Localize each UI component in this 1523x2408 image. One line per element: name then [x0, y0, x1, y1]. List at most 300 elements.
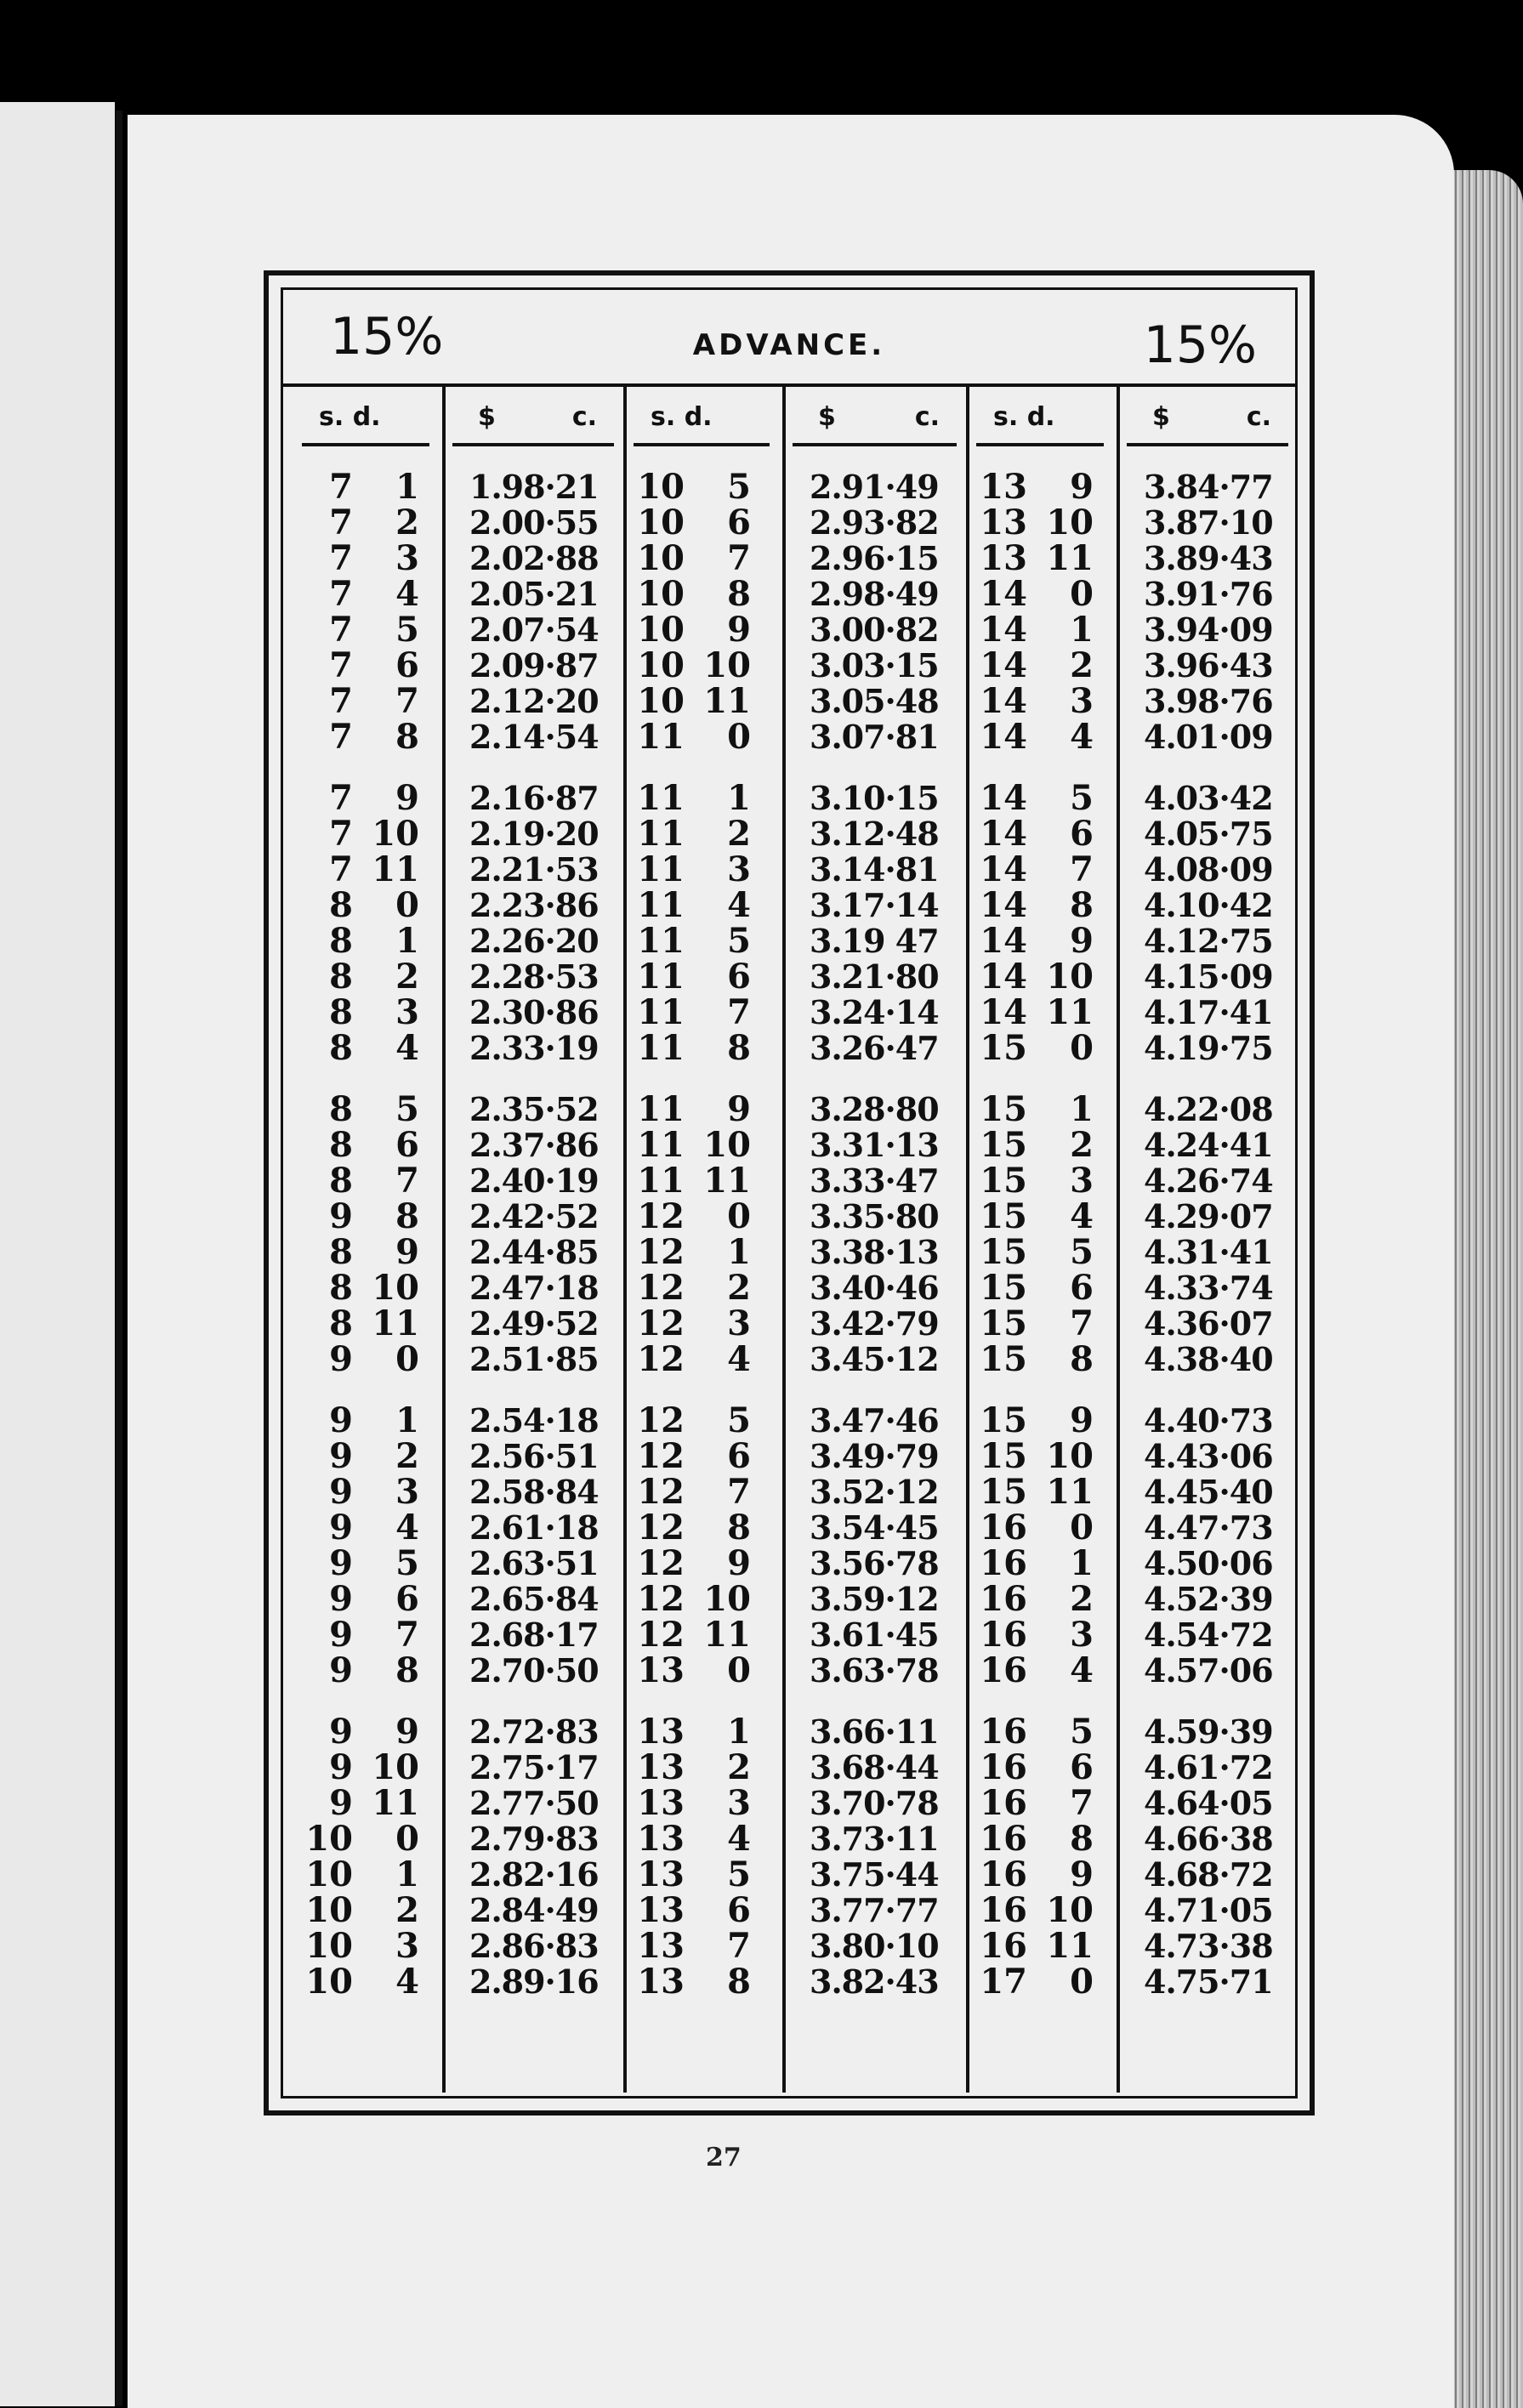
col-header-cents-label: c.	[571, 402, 597, 432]
table-cell-dollars: 2.02·88	[469, 539, 599, 577]
table-cell-shillings: 8	[329, 1125, 353, 1165]
table-cell-pence: 2	[727, 814, 751, 854]
table-cell-pence: 9	[1070, 1854, 1094, 1894]
table-cell-pence: 5	[1070, 1712, 1094, 1752]
col-header-sd-2	[634, 390, 770, 446]
table-cell-dollars: 4.10·42	[1144, 886, 1273, 924]
table-cell-dollars: 2.14·54	[469, 718, 599, 756]
table-cell-dollars: 2.05·21	[469, 575, 599, 613]
table-cell-dollars: 2.70·50	[469, 1651, 599, 1690]
table-cell-pence: 3	[395, 1472, 419, 1512]
table-cell-shillings: 9	[329, 1400, 353, 1440]
table-cell-pence: 8	[727, 1508, 751, 1548]
table-cell-pence: 0	[1070, 1508, 1094, 1548]
table-cell-pence: 1	[1070, 1543, 1094, 1583]
col-header-sd-label: s. d.	[319, 402, 381, 432]
table-cell-shillings: 13	[637, 1747, 685, 1787]
table-cell-shillings: 15	[980, 1028, 1027, 1068]
table-cell-shillings: 10	[637, 538, 685, 578]
table-cell-shillings: 11	[637, 957, 685, 997]
table-cell-dollars: 3.87·10	[1144, 503, 1273, 542]
table-cell-shillings: 15	[980, 1161, 1027, 1201]
table-cell-shillings: 14	[980, 645, 1027, 685]
table-cell-dollars: 2.68·17	[469, 1616, 599, 1654]
table-cell-pence: 1	[727, 1712, 751, 1752]
group-rule	[623, 383, 627, 2093]
table-cell-dollars: 1.98·21	[469, 468, 599, 506]
table-cell-dollars: 2.40·19	[469, 1161, 599, 1200]
table-cell-shillings: 8	[329, 957, 353, 997]
table-cell-dollars: 4.45·40	[1144, 1473, 1273, 1511]
table-cell-dollars: 3.28·80	[810, 1090, 939, 1128]
table-cell-shillings: 10	[637, 467, 685, 507]
table-cell-shillings: 10	[305, 1962, 353, 2002]
table-cell-shillings: 9	[329, 1783, 353, 1823]
table-cell-dollars: 3.21·80	[810, 957, 939, 996]
table-cell-dollars: 4.33·74	[1144, 1269, 1273, 1307]
table-cell-pence: 10	[1046, 1890, 1094, 1930]
col-header-dollar-1	[452, 390, 614, 446]
table-cell-pence: 1	[727, 1232, 751, 1272]
table-cell-shillings: 12	[637, 1400, 685, 1440]
table-cell-dollars: 2.96·15	[810, 539, 939, 577]
col-header-dollar-2	[793, 390, 957, 446]
table-cell-shillings: 16	[980, 1650, 1027, 1690]
table-cell-shillings: 14	[980, 610, 1027, 650]
table-cell-pence: 7	[395, 681, 419, 721]
table-cell-shillings: 12	[637, 1196, 685, 1236]
table-cell-shillings: 8	[329, 1089, 353, 1129]
table-cell-pence: 3	[727, 849, 751, 889]
table-cell-pence: 4	[395, 574, 419, 614]
table-cell-shillings: 15	[980, 1472, 1027, 1512]
table-cell-pence: 10	[1046, 957, 1094, 997]
table-cell-shillings: 16	[980, 1890, 1027, 1930]
table-cell-pence: 7	[395, 1615, 419, 1655]
table-cell-dollars: 3.26·47	[810, 1029, 939, 1067]
table-cell-pence: 6	[395, 1579, 419, 1619]
table-cell-pence: 10	[703, 645, 751, 685]
table-cell-dollars: 3.73·11	[810, 1820, 939, 1858]
table-cell-dollars: 3.96·43	[1144, 646, 1273, 684]
table-cell-shillings: 8	[329, 1028, 353, 1068]
table-cell-pence: 7	[1070, 849, 1094, 889]
table-cell-shillings: 13	[637, 1926, 685, 1966]
table-cell-shillings: 14	[980, 957, 1027, 997]
col-header-sd-1	[302, 390, 429, 446]
table-cell-pence: 4	[1070, 717, 1094, 757]
table-cell-pence: 6	[727, 503, 751, 542]
table-cell-dollars: 4.71·05	[1144, 1891, 1273, 1929]
table-cell-shillings: 12	[637, 1436, 685, 1476]
table-cell-shillings: 13	[637, 1854, 685, 1894]
table-cell-dollars: 2.47·18	[469, 1269, 599, 1307]
table-cell-shillings: 7	[329, 681, 353, 721]
table-cell-pence: 9	[1070, 1400, 1094, 1440]
table-cell-pence: 4	[1070, 1650, 1094, 1690]
table-cell-shillings: 16	[980, 1579, 1027, 1619]
table-cell-shillings: 8	[329, 1232, 353, 1272]
table-cell-dollars: 3.82·43	[810, 1962, 939, 2001]
table-cell-shillings: 14	[980, 574, 1027, 614]
table-cell-dollars: 3.19 47	[810, 922, 939, 960]
table-cell-pence: 9	[1070, 467, 1094, 507]
table-cell-dollars: 2.98·49	[810, 575, 939, 613]
table-cell-shillings: 10	[305, 1854, 353, 1894]
table-cell-dollars: 4.36·07	[1144, 1304, 1273, 1343]
table-cell-dollars: 3.17·14	[810, 886, 939, 924]
table-cell-dollars: 3.33·47	[810, 1161, 939, 1200]
table-cell-shillings: 13	[637, 1819, 685, 1859]
table-cell-pence: 7	[727, 538, 751, 578]
table-cell-pence: 4	[395, 1508, 419, 1548]
table-cell-pence: 11	[1046, 992, 1094, 1032]
table-cell-dollars: 4.05·75	[1144, 815, 1273, 853]
table-cell-shillings: 12	[637, 1615, 685, 1655]
table-cell-dollars: 4.22·08	[1144, 1090, 1273, 1128]
table-cell-shillings: 16	[980, 1712, 1027, 1752]
table-cell-pence: 3	[1070, 1615, 1094, 1655]
table-cell-pence: 6	[727, 1890, 751, 1930]
table-cell-pence: 6	[727, 957, 751, 997]
table-cell-dollars: 4.31·41	[1144, 1233, 1273, 1271]
table-cell-shillings: 8	[329, 921, 353, 961]
table-cell-shillings: 15	[980, 1303, 1027, 1343]
table-cell-pence: 3	[727, 1303, 751, 1343]
table-cell-pence: 6	[1070, 814, 1094, 854]
table-cell-shillings: 12	[637, 1508, 685, 1548]
table-cell-pence: 4	[1070, 1196, 1094, 1236]
table-cell-dollars: 3.14·81	[810, 850, 939, 889]
table-cell-pence: 1	[1070, 610, 1094, 650]
table-cell-shillings: 15	[980, 1232, 1027, 1272]
table-cell-shillings: 16	[980, 1783, 1027, 1823]
table-cell-dollars: 4.43·06	[1144, 1437, 1273, 1475]
table-cell-shillings: 12	[637, 1303, 685, 1343]
table-cell-dollars: 4.08·09	[1144, 850, 1273, 889]
group-rule	[966, 383, 969, 2093]
table-cell-shillings: 13	[637, 1712, 685, 1752]
table-cell-pence: 7	[727, 1472, 751, 1512]
table-cell-dollars: 2.23·86	[469, 886, 599, 924]
table-cell-pence: 5	[727, 1400, 751, 1440]
table-cell-shillings: 14	[980, 778, 1027, 818]
table-cell-shillings: 7	[329, 503, 353, 542]
table-cell-dollars: 2.91·49	[810, 468, 939, 506]
table-cell-shillings: 12	[637, 1579, 685, 1619]
table-cell-shillings: 10	[637, 645, 685, 685]
table-cell-pence: 3	[1070, 1161, 1094, 1201]
table-cell-dollars: 2.12·20	[469, 682, 599, 720]
table-cell-pence: 6	[727, 1436, 751, 1476]
table-cell-shillings: 11	[637, 885, 685, 925]
table-cell-pence: 8	[395, 1196, 419, 1236]
table-cell-shillings: 11	[637, 717, 685, 757]
table-cell-pence: 3	[395, 992, 419, 1032]
table-cell-dollars: 3.98·76	[1144, 682, 1273, 720]
table-cell-dollars: 3.80·10	[810, 1927, 939, 1965]
table-cell-pence: 10	[1046, 503, 1094, 542]
table-cell-pence: 8	[727, 1028, 751, 1068]
table-cell-shillings: 9	[329, 1436, 353, 1476]
table-cell-pence: 9	[395, 1712, 419, 1752]
table-cell-shillings: 15	[980, 1436, 1027, 1476]
table-cell-pence: 11	[703, 1615, 751, 1655]
col-header-cents-label: c.	[1246, 402, 1271, 432]
table-cell-shillings: 9	[329, 1747, 353, 1787]
table-cell-pence: 8	[1070, 885, 1094, 925]
table-cell-shillings: 9	[329, 1196, 353, 1236]
table-cell-dollars: 2.00·55	[469, 503, 599, 542]
table-cell-shillings: 11	[637, 921, 685, 961]
table-cell-dollars: 4.75·71	[1144, 1962, 1273, 2001]
table-cell-dollars: 3.31·13	[810, 1126, 939, 1164]
table-cell-dollars: 4.59·39	[1144, 1712, 1273, 1751]
table-cell-pence: 10	[1046, 1436, 1094, 1476]
table-cell-dollars: 4.64·05	[1144, 1784, 1273, 1822]
table-cell-pence: 7	[1070, 1303, 1094, 1343]
table-cell-pence: 9	[395, 778, 419, 818]
table-cell-shillings: 9	[329, 1543, 353, 1583]
table-cell-shillings: 15	[980, 1268, 1027, 1308]
table-cell-pence: 1	[395, 1400, 419, 1440]
percent-right: 15%	[1143, 315, 1257, 375]
table-cell-shillings: 10	[305, 1926, 353, 1966]
table-cell-pence: 7	[1070, 1783, 1094, 1823]
table-cell-dollars: 2.58·84	[469, 1473, 599, 1511]
table-cell-pence: 4	[727, 1339, 751, 1379]
table-cell-pence: 2	[395, 1890, 419, 1930]
table-cell-pence: 11	[1046, 1472, 1094, 1512]
table-cell-shillings: 13	[637, 1650, 685, 1690]
table-cell-dollars: 4.01·09	[1144, 718, 1273, 756]
table-cell-pence: 4	[727, 1819, 751, 1859]
table-cell-shillings: 16	[980, 1508, 1027, 1548]
table-cell-dollars: 4.40·73	[1144, 1401, 1273, 1440]
table-cell-dollars: 2.26·20	[469, 922, 599, 960]
table-cell-dollars: 3.66·11	[810, 1712, 939, 1751]
table-cell-shillings: 10	[305, 1890, 353, 1930]
table-cell-shillings: 16	[980, 1926, 1027, 1966]
table-cell-pence: 1	[727, 778, 751, 818]
table-cell-dollars: 2.35·52	[469, 1090, 599, 1128]
table-cell-pence: 2	[727, 1747, 751, 1787]
table-cell-dollars: 2.75·17	[469, 1748, 599, 1786]
table-cell-shillings: 8	[329, 1268, 353, 1308]
table-cell-dollars: 2.49·52	[469, 1304, 599, 1343]
table-cell-pence: 8	[727, 574, 751, 614]
table-cell-shillings: 15	[980, 1339, 1027, 1379]
table-cell-pence: 2	[395, 1436, 419, 1476]
table-cell-shillings: 9	[329, 1712, 353, 1752]
table-cell-dollars: 4.47·73	[1144, 1508, 1273, 1547]
table-cell-dollars: 2.44·85	[469, 1233, 599, 1271]
table-cell-pence: 1	[395, 921, 419, 961]
table-cell-dollars: 2.07·54	[469, 611, 599, 649]
table-cell-pence: 3	[727, 1783, 751, 1823]
table-cell-shillings: 11	[637, 814, 685, 854]
table-cell-pence: 8	[395, 1650, 419, 1690]
table-cell-shillings: 8	[329, 885, 353, 925]
table-cell-shillings: 13	[980, 467, 1027, 507]
table-cell-dollars: 3.03·15	[810, 646, 939, 684]
table-cell-pence: 10	[372, 1268, 419, 1308]
table-cell-dollars: 3.00·82	[810, 611, 939, 649]
table-cell-pence: 8	[1070, 1819, 1094, 1859]
table-cell-pence: 5	[727, 1854, 751, 1894]
table-cell-dollars: 2.63·51	[469, 1544, 599, 1582]
table-cell-dollars: 2.21·53	[469, 850, 599, 889]
table-cell-shillings: 12	[637, 1472, 685, 1512]
table-cell-dollars: 2.09·87	[469, 646, 599, 684]
table-cell-pence: 1	[395, 1854, 419, 1894]
table-cell-shillings: 8	[329, 992, 353, 1032]
table-cell-pence: 0	[1070, 1962, 1094, 2002]
table-cell-dollars: 3.47·46	[810, 1401, 939, 1440]
table-cell-pence: 5	[395, 1089, 419, 1129]
table-cell-shillings: 17	[980, 1962, 1027, 2002]
table-cell-pence: 11	[372, 1783, 419, 1823]
table-cell-shillings: 11	[637, 1028, 685, 1068]
table-cell-dollars: 4.57·06	[1144, 1651, 1273, 1690]
table-cell-shillings: 13	[637, 1890, 685, 1930]
table-cell-shillings: 8	[329, 1303, 353, 1343]
table-cell-shillings: 14	[980, 885, 1027, 925]
table-cell-dollars: 3.35·80	[810, 1197, 939, 1235]
table-cell-shillings: 11	[637, 849, 685, 889]
table-cell-dollars: 3.10·15	[810, 779, 939, 817]
table-cell-shillings: 7	[329, 467, 353, 507]
table-cell-dollars: 2.33·19	[469, 1029, 599, 1067]
table-cell-pence: 6	[1070, 1268, 1094, 1308]
table-cell-pence: 3	[395, 538, 419, 578]
table-cell-shillings: 7	[329, 645, 353, 685]
table-cell-dollars: 4.17·41	[1144, 993, 1273, 1031]
table-cell-pence: 9	[727, 610, 751, 650]
table-cell-dollars: 4.54·72	[1144, 1616, 1273, 1654]
table-cell-shillings: 14	[980, 992, 1027, 1032]
page-edges	[1446, 170, 1523, 2408]
table-cell-dollars: 2.82·16	[469, 1855, 599, 1894]
table-cell-shillings: 14	[980, 681, 1027, 721]
table-cell-dollars: 2.28·53	[469, 957, 599, 996]
table-cell-dollars: 3.12·48	[810, 815, 939, 853]
table-cell-pence: 3	[1070, 681, 1094, 721]
table-cell-dollars: 2.89·16	[469, 1962, 599, 2001]
table-cell-dollars: 2.42·52	[469, 1197, 599, 1235]
table-cell-pence: 11	[703, 681, 751, 721]
col-header-sd-3	[976, 390, 1104, 446]
table-cell-pence: 11	[1046, 538, 1094, 578]
table-cell-shillings: 11	[637, 992, 685, 1032]
table-cell-pence: 9	[395, 1232, 419, 1272]
table-cell-shillings: 11	[637, 1125, 685, 1165]
table-cell-dollars: 3.52·12	[810, 1473, 939, 1511]
table-cell-dollars: 2.84·49	[469, 1891, 599, 1929]
table-cell-dollars: 2.30·86	[469, 993, 599, 1031]
col-header-dollar-label: $	[1152, 402, 1170, 432]
table-cell-shillings: 12	[637, 1268, 685, 1308]
table-cell-dollars: 4.38·40	[1144, 1340, 1273, 1378]
table-cell-pence: 5	[395, 610, 419, 650]
table-cell-dollars: 4.15·09	[1144, 957, 1273, 996]
table-cell-pence: 2	[1070, 1579, 1094, 1619]
table-cell-shillings: 14	[980, 814, 1027, 854]
col-header-dollar-label: $	[818, 402, 836, 432]
table-cell-dollars: 3.84·77	[1144, 468, 1273, 506]
table-cell-dollars: 4.61·72	[1144, 1748, 1273, 1786]
table-cell-pence: 5	[727, 921, 751, 961]
table-cell-pence: 10	[703, 1579, 751, 1619]
table-cell-dollars: 2.86·83	[469, 1927, 599, 1965]
table-cell-dollars: 3.59·12	[810, 1580, 939, 1618]
table-cell-pence: 5	[727, 467, 751, 507]
table-cell-pence: 6	[395, 645, 419, 685]
left-page-edge	[0, 102, 115, 2406]
table-cell-pence: 1	[395, 467, 419, 507]
table-cell-dollars: 4.26·74	[1144, 1161, 1273, 1200]
table-cell-dollars: 3.56·78	[810, 1544, 939, 1582]
col-header-dollar-3	[1127, 390, 1288, 446]
table-cell-shillings: 14	[980, 849, 1027, 889]
table-cell-shillings: 15	[980, 1196, 1027, 1236]
table-cell-shillings: 10	[305, 1819, 353, 1859]
table-cell-pence: 0	[395, 1339, 419, 1379]
table-cell-dollars: 3.70·78	[810, 1784, 939, 1822]
table-cell-pence: 4	[395, 1028, 419, 1068]
table-cell-dollars: 3.40·46	[810, 1269, 939, 1307]
table-cell-dollars: 4.29·07	[1144, 1197, 1273, 1235]
table-cell-shillings: 9	[329, 1615, 353, 1655]
table-cell-shillings: 7	[329, 814, 353, 854]
table-cell-dollars: 4.68·72	[1144, 1855, 1273, 1894]
column-rule	[782, 383, 786, 2093]
table-cell-pence: 0	[395, 885, 419, 925]
table-cell-dollars: 4.52·39	[1144, 1580, 1273, 1618]
table-cell-shillings: 7	[329, 849, 353, 889]
table-cell-pence: 7	[395, 1161, 419, 1201]
page-number: 27	[706, 2143, 742, 2172]
table-cell-pence: 2	[395, 957, 419, 997]
table-cell-dollars: 3.49·79	[810, 1437, 939, 1475]
table-cell-dollars: 4.24·41	[1144, 1126, 1273, 1164]
column-rule	[1117, 383, 1120, 2093]
table-cell-shillings: 13	[637, 1783, 685, 1823]
table-cell-dollars: 2.19·20	[469, 815, 599, 853]
table-cell-pence: 0	[727, 717, 751, 757]
column-rule	[442, 383, 446, 2093]
table-cell-shillings: 10	[637, 574, 685, 614]
table-cell-shillings: 16	[980, 1854, 1027, 1894]
table-cell-pence: 0	[1070, 574, 1094, 614]
table-cell-shillings: 15	[980, 1400, 1027, 1440]
table-cell-pence: 10	[372, 814, 419, 854]
table-cell-pence: 10	[703, 1125, 751, 1165]
table-cell-pence: 8	[395, 717, 419, 757]
col-header-sd-label: s. d.	[651, 402, 713, 432]
table-cell-pence: 7	[727, 1926, 751, 1966]
table-cell-shillings: 9	[329, 1339, 353, 1379]
table-cell-shillings: 7	[329, 574, 353, 614]
table-cell-pence: 6	[1070, 1747, 1094, 1787]
table-cell-shillings: 9	[329, 1650, 353, 1690]
table-cell-pence: 2	[727, 1268, 751, 1308]
table-cell-dollars: 4.73·38	[1144, 1927, 1273, 1965]
table-cell-dollars: 4.12·75	[1144, 922, 1273, 960]
table-cell-pence: 8	[727, 1962, 751, 2002]
table-cell-pence: 11	[1046, 1926, 1094, 1966]
table-cell-dollars: 3.42·79	[810, 1304, 939, 1343]
